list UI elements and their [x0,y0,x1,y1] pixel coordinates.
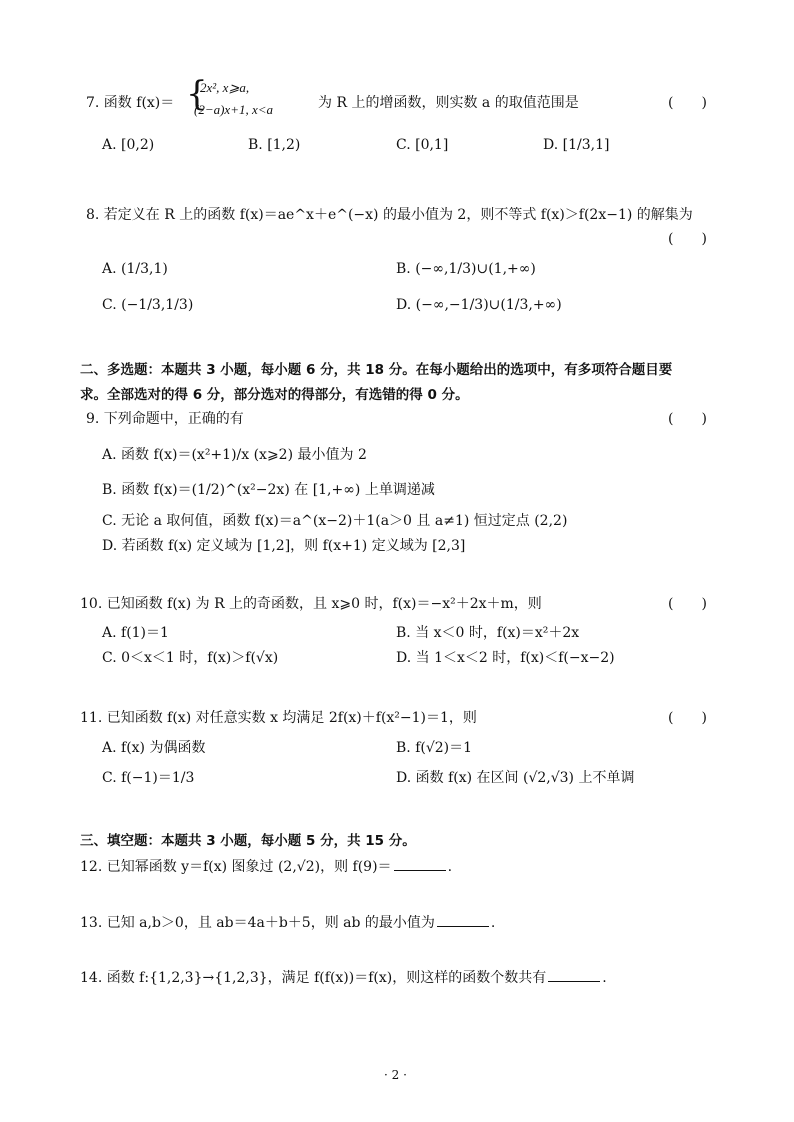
q10-answer-paren: ( ) [668,596,707,612]
q14-answer-blank[interactable] [548,981,600,982]
q7-stem-prefix: 7. 函数 f(x)＝ [86,95,175,111]
q7-option-c: C. [0,1] [396,137,449,153]
q10-option-d: D. 当 1＜x＜2 时，f(x)＜f(−x−2) [396,650,615,666]
q7-option-b: B. [1,2) [248,137,301,153]
q12-text: 12. 已知幂函数 y＝f(x) 图象过 (2,√2)，则 f(9)＝ [80,859,392,875]
q9-stem: 9. 下列命题中，正确的有 [86,411,244,427]
q11-option-a: A. f(x) 为偶函数 [102,740,206,756]
q12-stem: 12. 已知幂函数 y＝f(x) 图象过 (2,√2)，则 f(9)＝ . [80,859,453,875]
q13-stem: 13. 已知 a,b＞0，且 ab＝4a＋b＋5，则 ab 的最小值为 . [80,915,496,931]
q9-option-c: C. 无论 a 取何值，函数 f(x)＝a^(x−2)＋1(a＞0 且 a≠1) 恒过定点 (2,2) [102,513,568,529]
q10-option-a: A. f(1)＝1 [102,625,169,641]
q14-stem: 14. 函数 f:{1,2,3}→{1,2,3}，满足 f(f(x))＝f(x)，则这样的函数个数共有 . [80,970,607,986]
q7-stem-suffix: 为 R 上的增函数，则实数 a 的取值范围是 [318,95,579,111]
q7-brace: { [186,74,208,114]
q8-answer-paren: ( ) [668,231,707,247]
q9-option-d: D. 若函数 f(x) 定义域为 [1,2]，则 f(x+1) 定义域为 [2,3] [102,538,466,554]
q10-option-b: B. 当 x＜0 时，f(x)＝x²＋2x [396,625,580,641]
q8-option-d: D. (−∞,−1/3)∪(1/3,+∞) [396,297,562,313]
q12-answer-blank[interactable] [394,870,446,871]
q11-stem: 11. 已知函数 f(x) 对任意实数 x 均满足 2f(x)＋f(x²−1)＝1，则 [80,710,477,726]
q10-option-c: C. 0＜x＜1 时，f(x)＞f(√x) [102,650,279,666]
q7-answer-paren: ( ) [668,95,707,111]
q8-option-a: A. (1/3,1) [102,261,168,277]
section-2-heading-line-1: 二、多选题：本题共 3 小题，每小题 6 分，共 18 分。在每小题给出的选项中，有多项符合题目要 [80,362,673,378]
q7-option-a: A. [0,2) [102,137,155,153]
section-3-heading: 三、填空题：本题共 3 小题，每小题 5 分，共 15 分。 [80,833,416,849]
q11-option-b: B. f(√2)＝1 [396,740,473,756]
q8-option-c: C. (−1/3,1/3) [102,297,194,313]
q7-option-d: D. [1/3,1] [543,137,610,153]
q9-answer-paren: ( ) [668,411,707,427]
q8-stem: 8. 若定义在 R 上的函数 f(x)＝ae^x＋e^(−x) 的最小值为 2，则不等式 f(x)＞f(2x−1) 的解集为 [86,207,693,223]
page-number: · 2 · [384,1068,407,1082]
q14-text: 14. 函数 f:{1,2,3}→{1,2,3}，满足 f(f(x))＝f(x)，则这样的函数个数共有 [80,970,547,986]
q7-case-2: (2−a)x+1, x<a [194,102,274,117]
q13-text: 13. 已知 a,b＞0，且 ab＝4a＋b＋5，则 ab 的最小值为 [80,915,435,931]
q9-option-a: A. 函数 f(x)＝(x²+1)/x (x⩾2) 最小值为 2 [102,447,367,463]
section-2-heading-line-2: 求。全部选对的得 6 分，部分选对的得部分，有选错的得 0 分。 [80,387,469,403]
q9-option-b: B. 函数 f(x)＝(1/2)^(x²−2x) 在 [1,+∞) 上单调递减 [102,482,435,498]
q11-option-d: D. 函数 f(x) 在区间 (√2,√3) 上不单调 [396,770,635,786]
q8-option-b: B. (−∞,1/3)∪(1,+∞) [396,261,536,277]
q11-option-c: C. f(−1)＝1/3 [102,770,195,786]
q10-stem: 10. 已知函数 f(x) 为 R 上的奇函数，且 x⩾0 时，f(x)＝−x²＋2x＋m，则 [80,596,542,612]
q7-case-1: 2x², x⩾a, [200,80,250,95]
q13-answer-blank[interactable] [437,926,489,927]
q11-answer-paren: ( ) [668,710,707,726]
